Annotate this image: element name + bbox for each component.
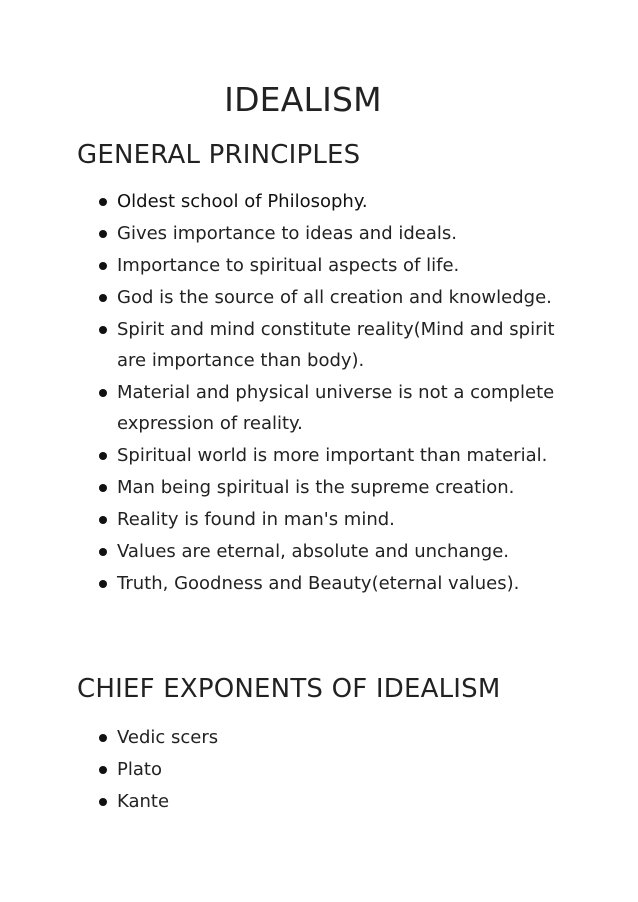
list-item-text: God is the source of all creation and knowledge. bbox=[117, 287, 552, 308]
list-item-text: Importance to spiritual aspects of life. bbox=[117, 255, 460, 276]
list-item-text: Man being spiritual is the supreme creation. bbox=[117, 477, 515, 498]
bullet-icon bbox=[99, 230, 107, 238]
list-item bbox=[0, 282, 560, 313]
bullet-icon bbox=[99, 766, 107, 774]
document-title: IDEALISM bbox=[224, 80, 382, 119]
list-item bbox=[0, 218, 560, 249]
list-item-text: Plato bbox=[117, 759, 162, 780]
bullet-icon bbox=[99, 262, 107, 270]
bullet-icon bbox=[99, 798, 107, 806]
list-item-text: Truth, Goodness and Beauty(eternal values). bbox=[117, 573, 520, 594]
bullet-icon bbox=[99, 198, 107, 206]
list-item bbox=[0, 754, 560, 785]
list-item-text: Kante bbox=[117, 791, 170, 812]
general-principles-list bbox=[0, 186, 560, 600]
bullet-icon bbox=[99, 516, 107, 524]
bullet-icon bbox=[99, 294, 107, 302]
bullet-icon bbox=[99, 484, 107, 492]
list-item bbox=[0, 786, 560, 817]
list-item bbox=[0, 250, 560, 281]
list-item bbox=[0, 186, 560, 217]
list-item bbox=[0, 504, 560, 535]
bullet-icon bbox=[99, 389, 107, 397]
list-item bbox=[0, 314, 560, 376]
bullet-icon bbox=[99, 452, 107, 460]
list-item-text: Values are eternal, absolute and unchange. bbox=[117, 541, 510, 562]
list-item bbox=[0, 377, 560, 439]
bullet-icon bbox=[99, 548, 107, 556]
list-item bbox=[0, 440, 560, 471]
list-item bbox=[0, 472, 560, 503]
chief-exponents-list bbox=[0, 722, 560, 818]
section-heading-general-principles: GENERAL PRINCIPLES bbox=[77, 140, 361, 170]
list-item bbox=[0, 536, 560, 567]
section-heading-chief-exponents: CHIEF EXPONENTS OF IDEALISM bbox=[77, 674, 501, 704]
list-item-text: Material and physical universe is not a complete expression of reality. bbox=[117, 382, 555, 434]
list-item-text: Spirit and mind constitute reality(Mind and spirit are importance than body). bbox=[117, 319, 555, 371]
list-item-text: Oldest school of Philosophy. bbox=[117, 191, 368, 212]
bullet-icon bbox=[99, 734, 107, 742]
bullet-icon bbox=[99, 580, 107, 588]
list-item-text: Gives importance to ideas and ideals. bbox=[117, 223, 457, 244]
list-item-text: Vedic scers bbox=[117, 727, 219, 748]
list-item-text: Spiritual world is more important than material. bbox=[117, 445, 548, 466]
list-item bbox=[0, 722, 560, 753]
bullet-icon bbox=[99, 326, 107, 334]
list-item-text: Reality is found in man's mind. bbox=[117, 509, 395, 530]
list-item bbox=[0, 568, 560, 599]
